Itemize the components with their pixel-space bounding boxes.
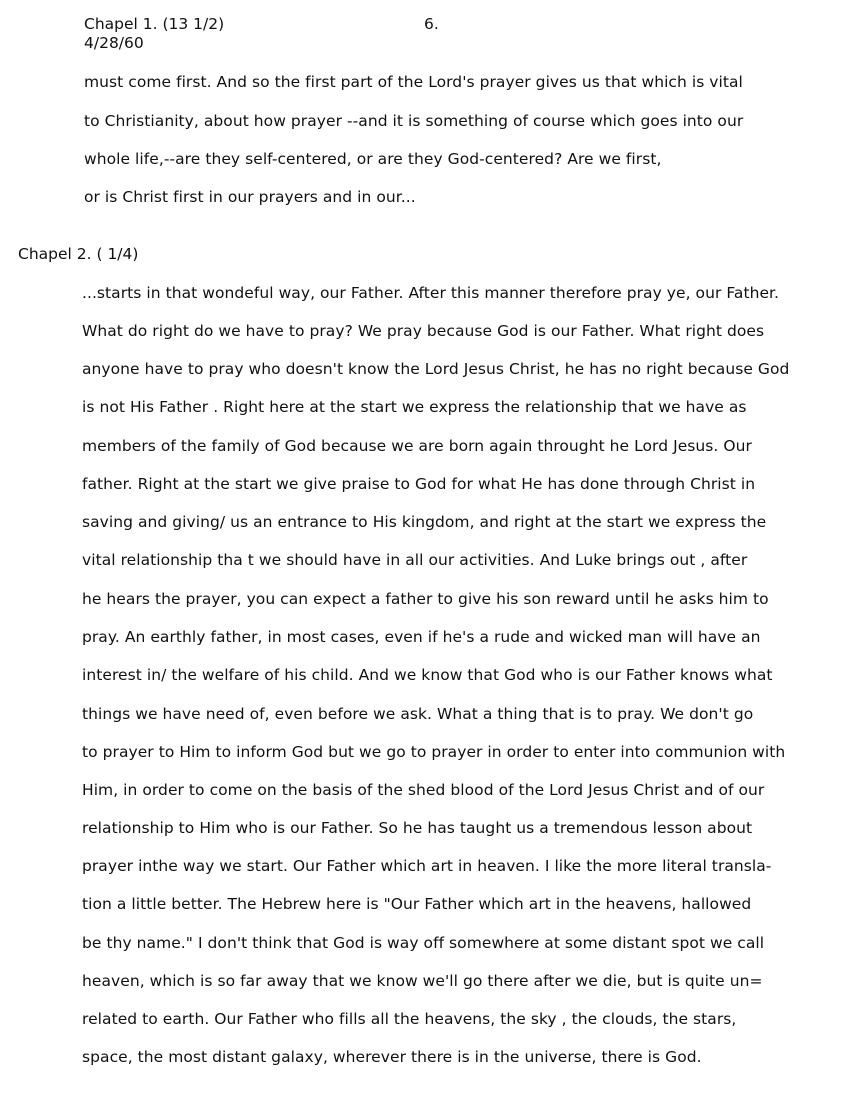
text-line: or is Christ first in our prayers and in our... (84, 188, 416, 206)
text-line: be thy name." I don't think that God is way off somewhere at some distant spot we call (82, 934, 765, 952)
text-line: anyone have to pray who doesn't know the Lord Jesus Christ, he has no right because God (82, 360, 790, 378)
text-line: pray. An earthly father, in most cases, even if he's a rude and wicked man will have an (82, 628, 761, 646)
text-line: must come first. And so the first part of the Lord's prayer gives us that which is vital (84, 73, 743, 91)
text-line: father. Right at the start we give praise to God for what He has done through Christ in (82, 475, 756, 493)
text-line: interest in/ the welfare of his child. And we know that God who is our Father knows what (82, 666, 773, 684)
text-line: members of the family of God because we are born again throught he Lord Jesus. Our (82, 437, 752, 455)
text-line: related to earth. Our Father who fills all the heavens, the sky , the clouds, the stars, (82, 1010, 737, 1028)
text-line: space, the most distant galaxy, wherever there is in the universe, there is God. (82, 1048, 702, 1066)
text-line: he hears the prayer, you can expect a father to give his son reward until he asks him to (82, 590, 769, 608)
text-line: vital relationship tha t we should have in all our activities. And Luke brings out , after (82, 551, 748, 569)
text-line: heaven, which is so far away that we know we'll go there after we die, but is quite un= (82, 972, 763, 990)
text-line: saving and giving/ us an entrance to His kingdom, and right at the start we express the (82, 513, 767, 531)
text-line: What do right do we have to pray? We pray because God is our Father. What right does (82, 322, 765, 340)
text-line: to prayer to Him to inform God but we go to prayer in order to enter into communion with (82, 743, 786, 761)
text-line: whole life,--are they self-centered, or are they God-centered? Are we first, (84, 150, 662, 168)
text-line: tion a little better. The Hebrew here is "Our Father which art in the heavens, hallowed (82, 895, 752, 913)
text-line: Him, in order to come on the basis of the shed blood of the Lord Jesus Christ and of our (82, 781, 765, 799)
header-date: 4/28/60 (84, 34, 144, 52)
header-title: Chapel 1. (13 1/2) (84, 15, 225, 33)
text-line: to Christianity, about how prayer --and it is something of course which goes into our (84, 112, 744, 130)
text-line: relationship to Him who is our Father. So he has taught us a tremendous lesson about (82, 819, 753, 837)
text-line: things we have need of, even before we ask. What a thing that is to pray. We don't go (82, 705, 754, 723)
text-line: prayer inthe way we start. Our Father which art in heaven. I like the more literal transla- (82, 857, 772, 875)
text-line: is not His Father . Right here at the start we express the relationship that we have as (82, 398, 747, 416)
section-2-title: Chapel 2. ( 1/4) (18, 245, 139, 263)
page-number: 6. (424, 15, 439, 33)
text-line: ...starts in that wondeful way, our Father. After this manner therefore pray ye, our Father. (82, 284, 780, 302)
